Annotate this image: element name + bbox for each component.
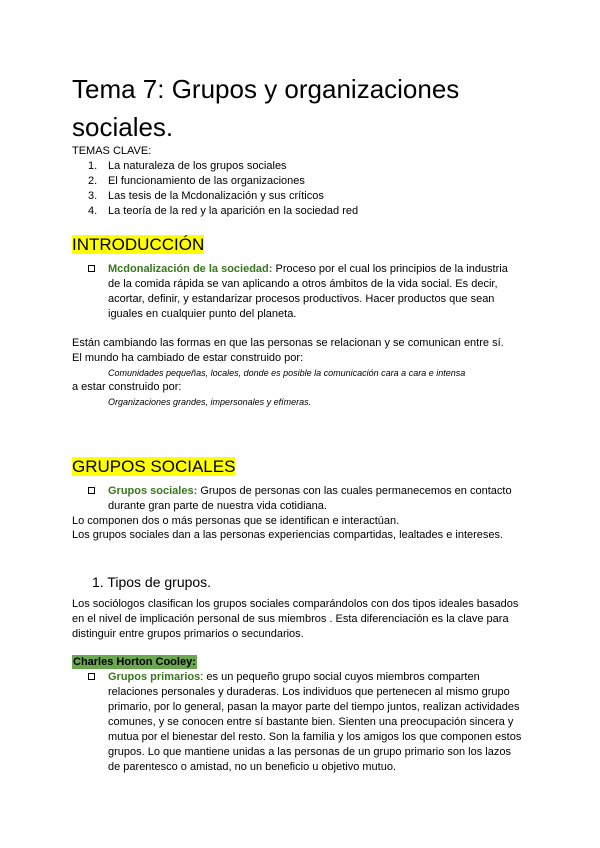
section-heading-introduccion: INTRODUCCIÓN xyxy=(72,235,205,254)
italic-note: Organizaciones grandes, impersonales y efímeras. xyxy=(108,397,312,407)
bullet-item-grupos-primarios xyxy=(88,670,522,775)
list-item: 2. El funcionamiento de las organizaciones xyxy=(88,175,305,187)
body-text: El mundo ha cambiado de estar construido por: xyxy=(72,352,304,364)
term-definition: : es un pequeño grupo social cuyos miembros comparten relaciones personales y duraderas. Los individuos que pertenecen al mismo grupo primario, por lo general, pasan la mayor parte del tiempo juntos, realizan actividades comunes, y se conocen entre sí bastante bien. Sienten una preocupación sincera y mutua por el bienestar del resto. Son la familia y los amigos los que componen estos grupos. Lo que mantiene unidas a las personas de un grupo primario son los lazos de parentesco o amistad, no un beneficio u objetivo mutuo. xyxy=(108,671,522,773)
term-definition: Grupos de personas con las cuales permanecemos en contacto durante gran parte de nuestra vida cotidiana. xyxy=(108,485,512,512)
bullet-item-grupos-sociales xyxy=(88,484,522,514)
list-item: 1. La naturaleza de los grupos sociales xyxy=(88,160,287,172)
term-definition: Proceso por el cual los principios de la industria de la comida rápida se van aplicando a otros ámbitos de la vida social. Es decir, acortar, definir, y estandarizar procesos productivos. Hacer productos que sean iguales en cualquier punto del planeta. xyxy=(108,263,508,320)
list-item: 4. La teoría de la red y la aparición en la sociedad red xyxy=(88,205,359,217)
temas-clave-label: TEMAS CLAVE: xyxy=(72,145,152,157)
body-text: Están cambiando las formas en que las personas se relacionan y se comunican entre sí. xyxy=(72,337,504,349)
bullet-item-mcdonalizacion xyxy=(88,262,522,322)
body-paragraph: Los sociólogos clasifican los grupos sociales comparándolos con dos tipos ideales basados en el nivel de implicación personal de sus miembros . Esta diferenciación es la clave para distinguir entre grupos primarios o secundarios. xyxy=(72,598,519,640)
temas-clave-list xyxy=(88,159,358,219)
checkbox-icon xyxy=(88,673,95,680)
term-label: Grupos primarios xyxy=(108,671,201,683)
list-item: 3. Las tesis de la Mcdonalización y sus críticos xyxy=(88,190,324,202)
body-text: a estar construido por: xyxy=(72,381,182,393)
section-heading-grupos-sociales: GRUPOS SOCIALES xyxy=(72,457,236,476)
italic-note: Comunidades pequeñas, locales, donde es posible la comunicación cara a cara e intensa xyxy=(108,368,466,378)
page-title: Tema 7: Grupos y organizaciones sociales. xyxy=(72,74,460,142)
term-label: Mcdonalización de la sociedad: xyxy=(108,263,273,275)
subsection-heading: 1. Tipos de grupos. xyxy=(92,574,212,590)
body-text: Los grupos sociales dan a las personas experiencias compartidas, lealtades e intereses. xyxy=(72,529,504,541)
term-label: Grupos sociales: xyxy=(108,485,198,497)
checkbox-icon xyxy=(88,265,95,272)
checkbox-icon xyxy=(88,487,95,494)
author-label: Charles Horton Cooley: xyxy=(73,656,196,668)
body-text: Lo componen dos o más personas que se identifican e interactúan. xyxy=(72,515,400,527)
